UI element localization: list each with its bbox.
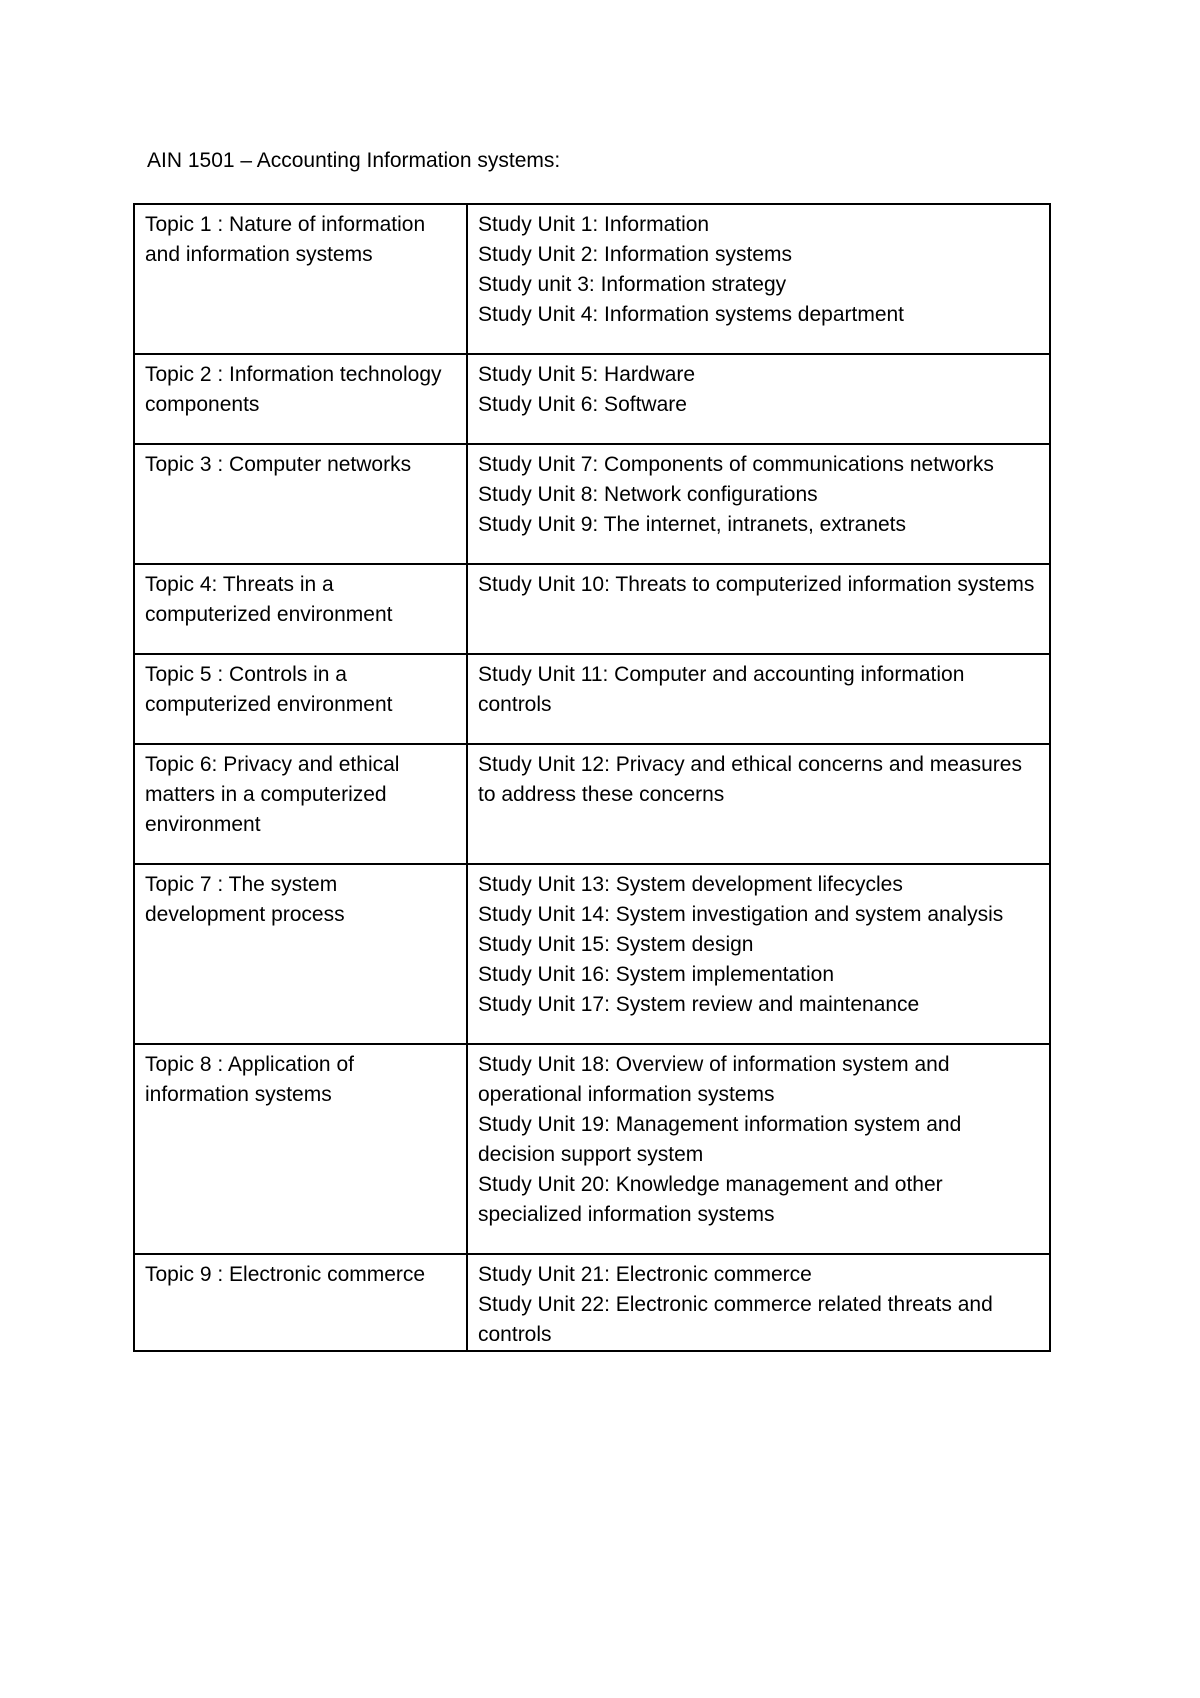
topic-cell: Topic 4: Threats in a computerized environment <box>134 564 467 654</box>
topic-cell: Topic 3 : Computer networks <box>134 444 467 564</box>
study-unit-item: Study Unit 16: System implementation <box>478 963 834 986</box>
study-unit-item: Study Unit 5: Hardware <box>478 363 696 386</box>
topics-table <box>133 203 1051 1352</box>
study-units-cell <box>467 354 1050 444</box>
topic-cell: Topic 7 : The system development process <box>134 864 467 1044</box>
document-title: AIN 1501 – Accounting Information systems: <box>147 149 561 172</box>
table-row <box>134 354 1050 444</box>
table-row <box>134 1044 1050 1254</box>
study-unit-item: Study Unit 17: System review and maintenance <box>478 993 920 1016</box>
table-row <box>134 204 1050 354</box>
study-unit-item: Study Unit 15: System design <box>478 933 754 956</box>
study-units-cell <box>467 1254 1050 1351</box>
table-row <box>134 744 1050 864</box>
table-row <box>134 444 1050 564</box>
study-unit-item: Study Unit 1: Information <box>478 213 710 236</box>
study-unit-item: Study Unit 8: Network configurations <box>478 483 818 506</box>
study-unit-item: Study Unit 12: Privacy and ethical concerns and measures to address these concerns <box>478 753 1022 806</box>
study-units-cell <box>467 744 1050 864</box>
table-row <box>134 1254 1050 1351</box>
topic-cell: Topic 1 : Nature of information and information systems <box>134 204 467 354</box>
study-unit-item: Study Unit 4: Information systems department <box>478 303 905 326</box>
study-unit-item: Study Unit 10: Threats to computerized information systems <box>478 573 1035 596</box>
study-unit-item: Study Unit 2: Information systems <box>478 243 792 266</box>
topic-cell: Topic 5 : Controls in a computerized environment <box>134 654 467 744</box>
topic-cell: Topic 2 : Information technology components <box>134 354 467 444</box>
study-unit-item: Study Unit 6: Software <box>478 393 687 416</box>
study-unit-item: Study Unit 18: Overview of information system and operational information systems <box>478 1053 950 1106</box>
topic-cell: Topic 6: Privacy and ethical matters in a computerized environment <box>134 744 467 864</box>
study-unit-item: Study Unit 7: Components of communications networks <box>478 453 994 476</box>
topic-cell: Topic 9 : Electronic commerce <box>134 1254 467 1351</box>
table-row <box>134 654 1050 744</box>
table-row <box>134 864 1050 1044</box>
study-unit-item: Study Unit 9: The internet, intranets, extranets <box>478 513 907 536</box>
topic-cell: Topic 8 : Application of information systems <box>134 1044 467 1254</box>
study-units-cell <box>467 1044 1050 1254</box>
study-unit-item: Study Unit 11: Computer and accounting information controls <box>478 663 965 716</box>
study-unit-item: Study Unit 14: System investigation and system analysis <box>478 903 1004 926</box>
study-units-cell <box>467 564 1050 654</box>
study-unit-item: Study unit 3: Information strategy <box>478 273 787 296</box>
study-units-cell <box>467 444 1050 564</box>
study-units-cell <box>467 204 1050 354</box>
study-unit-item: Study Unit 20: Knowledge management and other specialized information systems <box>478 1173 943 1226</box>
study-unit-item: Study Unit 19: Management information system and decision support system <box>478 1113 962 1166</box>
table-row <box>134 564 1050 654</box>
study-units-cell <box>467 864 1050 1044</box>
study-unit-item: Study Unit 21: Electronic commerce <box>478 1263 812 1286</box>
study-unit-item: Study Unit 13: System development lifecycles <box>478 873 903 896</box>
study-units-cell <box>467 654 1050 744</box>
study-unit-item: Study Unit 22: Electronic commerce related threats and controls <box>478 1293 993 1346</box>
